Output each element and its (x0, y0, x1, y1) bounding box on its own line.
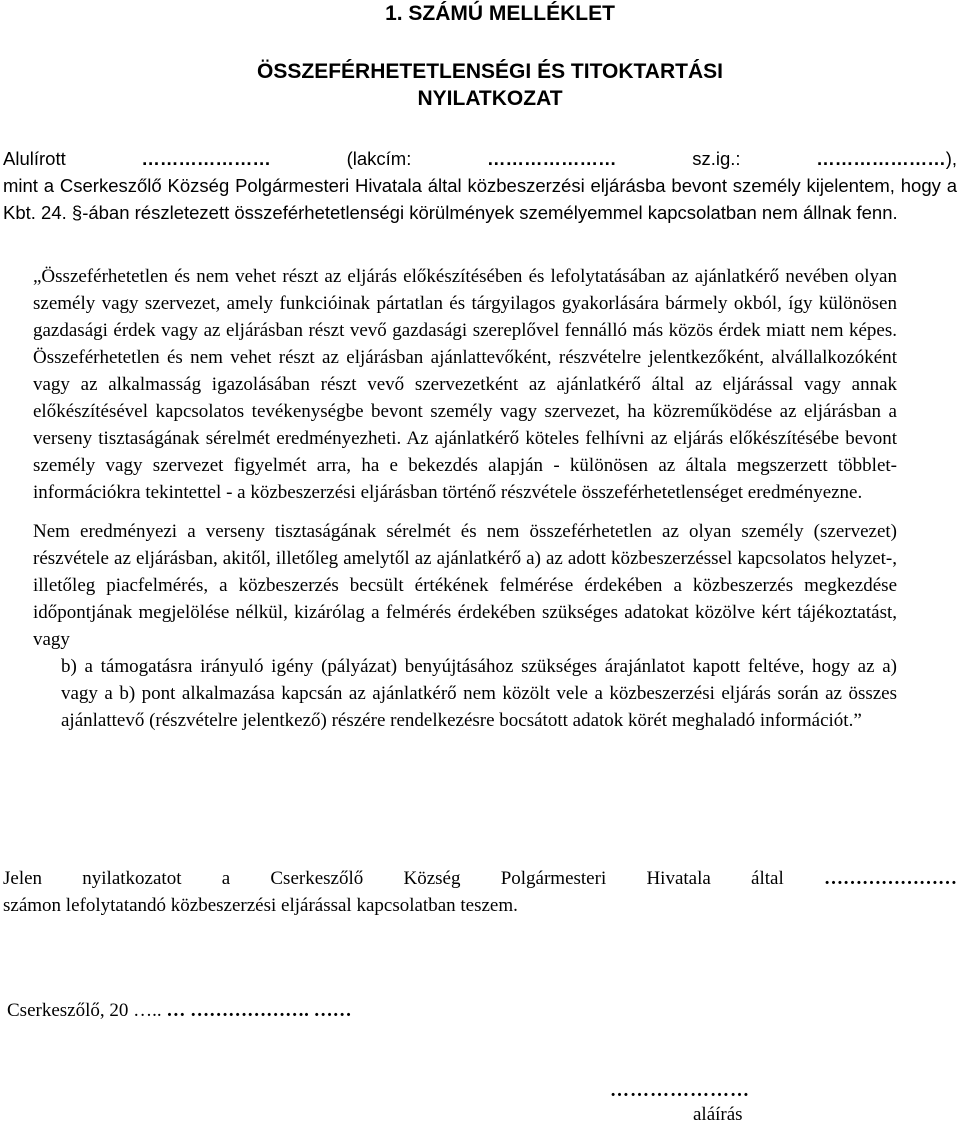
declaration-rest: számon lefolytatandó közbeszerzési eljárással kapcsolatban teszem. (3, 895, 518, 916)
intro-paragraph (3, 145, 957, 226)
address-blank: ………………… (487, 148, 617, 169)
place-date (7, 997, 352, 1024)
declaration-first-line (3, 865, 957, 892)
signature-label: aláírás (693, 1104, 743, 1125)
address-label: (lakcím: (346, 148, 412, 169)
quote-paragraph-2: Nem eredményezi a verseny tisztaságának sérelmét és nem összeférhetetlen az olyan személy (szervezet) részvétele az eljárásban, akitől, illetőleg amelytől az ajánlatkérő a) az adott közbeszerzéssel kapcsolatos helyzet-, illetőleg piacfelmérés, a közbeszerzés becsült értékének felmérése érdekében a közbeszerzés megkezdése időpontjának megjelölése nélkül, kizárólag a felmérés érdekében szükséges adatokat közölve kért tájékoztatást, vagy (33, 521, 897, 650)
signature-line: ………………… (610, 1080, 750, 1101)
date-blank: … ………………. …… (166, 1000, 352, 1021)
intro-rest: mint a Cserkeszőlő Község Polgármesteri Hivatala által közbeszerzési eljárásba bevont személy kijelentem, hogy a Kbt. 24. §-ában részletezett összeférhetetlenségi körülmények személyemmel kapcsolatban nem állnak fenn. (3, 175, 957, 223)
main-title-line-1: ÖSSZEFÉRHETETLENSÉGI ÉS TITOKTARTÁSI (257, 60, 723, 83)
id-label: sz.ig.: (692, 148, 741, 169)
quote-paragraph-3: b) a támogatásra irányuló igény (pályázat) benyújtásához szükséges árajánlatot kapott feltéve, hogy az a) vagy a b) pont alkalmazása kapcsán az ajánlatkérő nem közölt vele a közbeszerzési eljárás során az összes ajánlattevő (részvételre jelentkező) részére rendelkezésre bocsátott adatok körét meghaladó információt.” (61, 656, 897, 731)
intro-first-line (3, 145, 957, 172)
annex-title: 1. SZÁMÚ MELLÉKLET (385, 2, 615, 25)
name-blank: ………………… (141, 148, 271, 169)
main-title (0, 58, 960, 112)
legal-quote (33, 263, 897, 734)
main-title-line-2: NYILATKOZAT (417, 87, 563, 110)
intro-close: ), (945, 148, 958, 169)
alulirott-label: Alulírott (3, 148, 66, 169)
declaration-paragraph (3, 865, 957, 919)
quote-paragraph-1: „Összeférhetetlen és nem vehet részt az eljárás előkészítésében és lefolytatásában az ajánlatkérő nevében olyan személy vagy szervezet, amely funkcióinak pártatlan és tárgyilagos gyakorlására bármely okból, így különösen gazdasági érdek vagy az eljárásban részt vevő gazdasági szereplővel fennálló más közös érdek miatt nem képes. Összeférhetetlen és nem vehet részt az eljárásban ajánlattevőként, részvételre jelentkezőként, alvállalkozóként vagy az alkalmasság igazolásában részt vevő szervezetként az ajánlatkérő által az eljárással vagy annak előkészítésével kapcsolatos tevékenységbe bevont személy vagy szervezet, ha közreműködése az eljárásban a verseny tisztaságának sérelmét eredményezheti. Az ajánlatkérő köteles felhívni az eljárás előkészítésébe bevont személy vagy szervezet figyelmét arra, ha e bekezdés alapján - különösen az általa megszerzett többlet-információkra tekintettel - a közbeszerzési eljárásban történő részvétele összeférhetetlenséget eredményezne. (33, 266, 897, 503)
id-blank: ………………… (816, 148, 946, 169)
place-label: Cserkeszőlő, 20 ….. (7, 1000, 162, 1021)
declaration-text: Jelen nyilatkozatot a Cserkeszőlő Község Polgármesteri Hivatala által (3, 868, 784, 889)
procedure-number-blank: ………………… (824, 868, 958, 889)
